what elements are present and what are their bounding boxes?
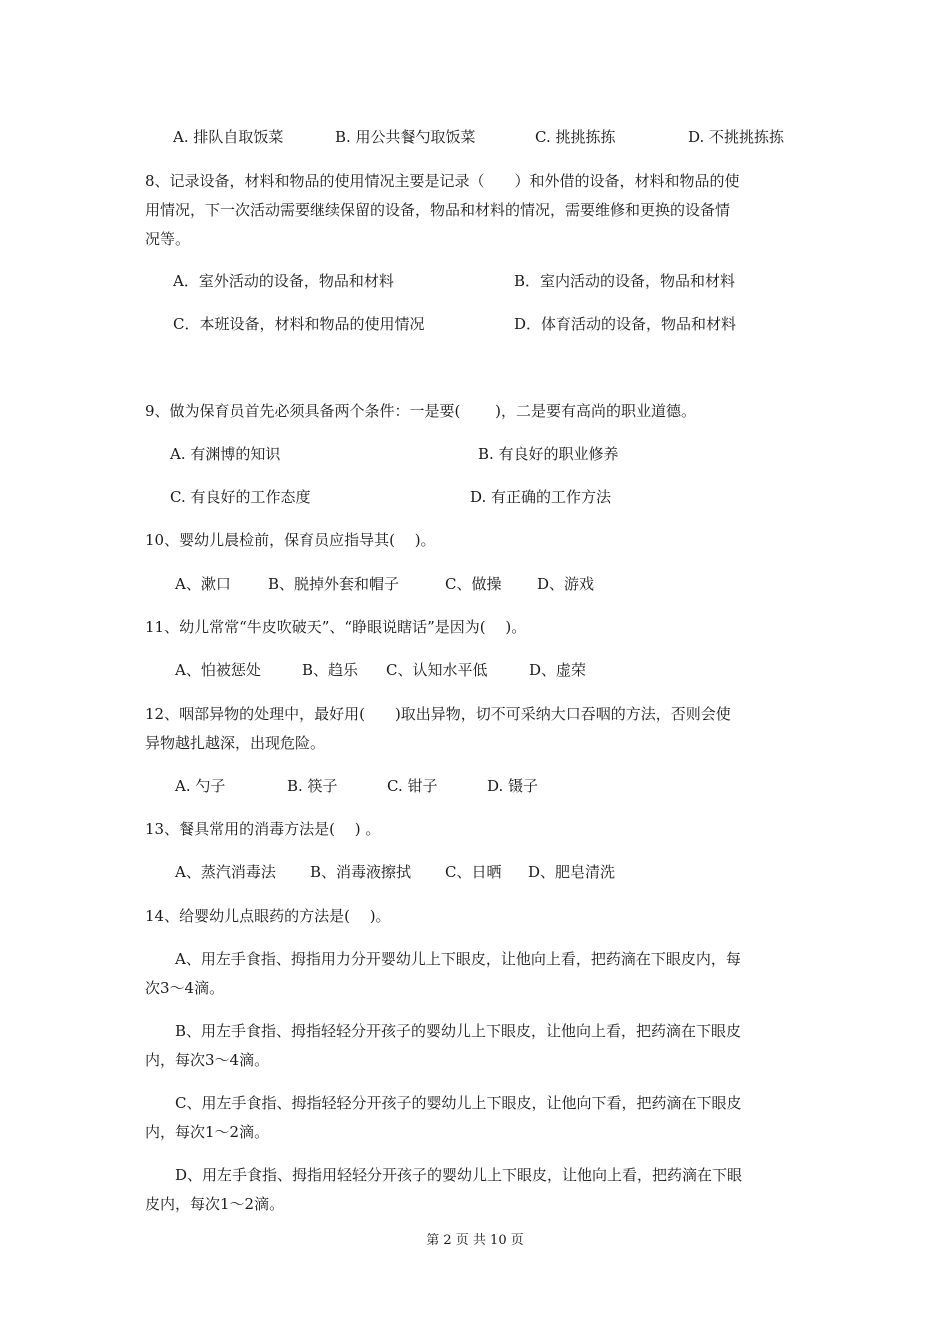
q13-option-c: C、日晒: [445, 863, 502, 881]
q9-option-b: B. 有良好的职业修养: [478, 445, 619, 463]
q14-option-d-line-1: D、用左手食指、拇指用轻轻分开孩子的婴幼儿上下眼皮，让他向上看，把药滴在下眼: [175, 1166, 743, 1184]
q9-option-d: D. 有正确的工作方法: [470, 488, 612, 506]
q7-option-b: B. 用公共餐勺取饭菜: [335, 128, 476, 146]
q13-option-a: A、蒸汽消毒法: [175, 863, 276, 881]
q14-option-c-line-1: C、用左手食指、拇指轻轻分开孩子的婴幼儿上下眼皮，让他向下看，把药滴在下眼皮: [175, 1094, 742, 1112]
q7-option-a: A. 排队自取饭菜: [173, 128, 284, 146]
q10-option-b: B、脱掉外套和帽子: [268, 575, 400, 593]
q14-option-c-line-2: 内，每次1～2滴。: [145, 1123, 270, 1141]
q9-text: 9、做为保育员首先必须具备两个条件：一是要( )，二是要有高尚的职业道德。: [145, 402, 697, 420]
q12-option-d: D. 镊子: [487, 777, 539, 795]
q10-option-d: D、游戏: [537, 575, 595, 593]
q8-text-line-3: 况等。: [145, 230, 191, 248]
q9-option-c: C. 有良好的工作态度: [170, 488, 311, 506]
page-footer: 第 2 页 共 10 页: [426, 1233, 524, 1248]
q14-option-d-line-2: 皮内，每次1～2滴。: [145, 1195, 285, 1213]
q9-option-a: A. 有渊博的知识: [170, 445, 281, 463]
q10-option-c: C、做操: [445, 575, 502, 593]
q11-option-b: B、趋乐: [302, 661, 359, 679]
q12-option-c: C. 钳子: [387, 777, 438, 795]
q7-option-d: D. 不挑挑拣拣: [688, 128, 785, 146]
q11-option-a: A、怕被惩处: [175, 661, 261, 679]
q13-option-b: B、消毒液擦拭: [310, 863, 412, 881]
q11-option-c: C、认知水平低: [386, 661, 488, 679]
q13-option-d: D、肥皂清洗: [528, 863, 616, 881]
q8-option-d: D．体育活动的设备，物品和材料: [514, 315, 737, 333]
q12-text-line-2: 异物越扎越深，出现危险。: [145, 734, 326, 752]
q8-option-c: C．本班设备，材料和物品的使用情况: [173, 315, 425, 333]
q13-text: 13、餐具常用的消毒方法是( ) 。: [145, 820, 381, 838]
q14-option-b-line-1: B、用左手食指、拇指轻轻分开孩子的婴幼儿上下眼皮，让他向上看，把药滴在下眼皮: [175, 1022, 742, 1040]
q14-option-a-line-1: A、用左手食指、拇指用力分开婴幼儿上下眼皮，让他向上看，把药滴在下眼皮内，每: [175, 950, 741, 968]
q8-option-b: B．室内活动的设备，物品和材料: [514, 272, 736, 290]
q10-text: 10、婴幼儿晨检前，保育员应指导其( )。: [145, 531, 436, 549]
q14-option-b-line-2: 内，每次3～4滴。: [145, 1051, 270, 1069]
q12-option-a: A. 勺子: [175, 777, 226, 795]
q14-text: 14、给婴幼儿点眼药的方法是( )。: [145, 907, 391, 925]
q11-option-d: D、虚荣: [529, 661, 587, 679]
q8-text-line-2: 用情况，下一次活动需要继续保留的设备，物品和材料的情况，需要维修和更换的设备情: [145, 201, 731, 219]
q11-text: 11、幼儿常常“牛皮吹破天”、“睁眼说瞎话”是因为( )。: [145, 618, 527, 636]
q8-text-line-1: 8、记录设备，材料和物品的使用情况主要是记录（ ）和外借的设备，材料和物品的使: [145, 172, 740, 190]
q14-option-a-line-2: 次3～4滴。: [145, 979, 225, 997]
q8-option-a: A．室外活动的设备，物品和材料: [173, 272, 394, 290]
q12-text-line-1: 12、咽部异物的处理中，最好用( )取出异物，切不可采纳大口吞咽的方法，否则会使: [145, 705, 731, 723]
q12-option-b: B. 筷子: [287, 777, 338, 795]
q10-option-a: A、漱口: [175, 575, 231, 593]
q7-option-c: C. 挑挑拣拣: [535, 128, 616, 146]
